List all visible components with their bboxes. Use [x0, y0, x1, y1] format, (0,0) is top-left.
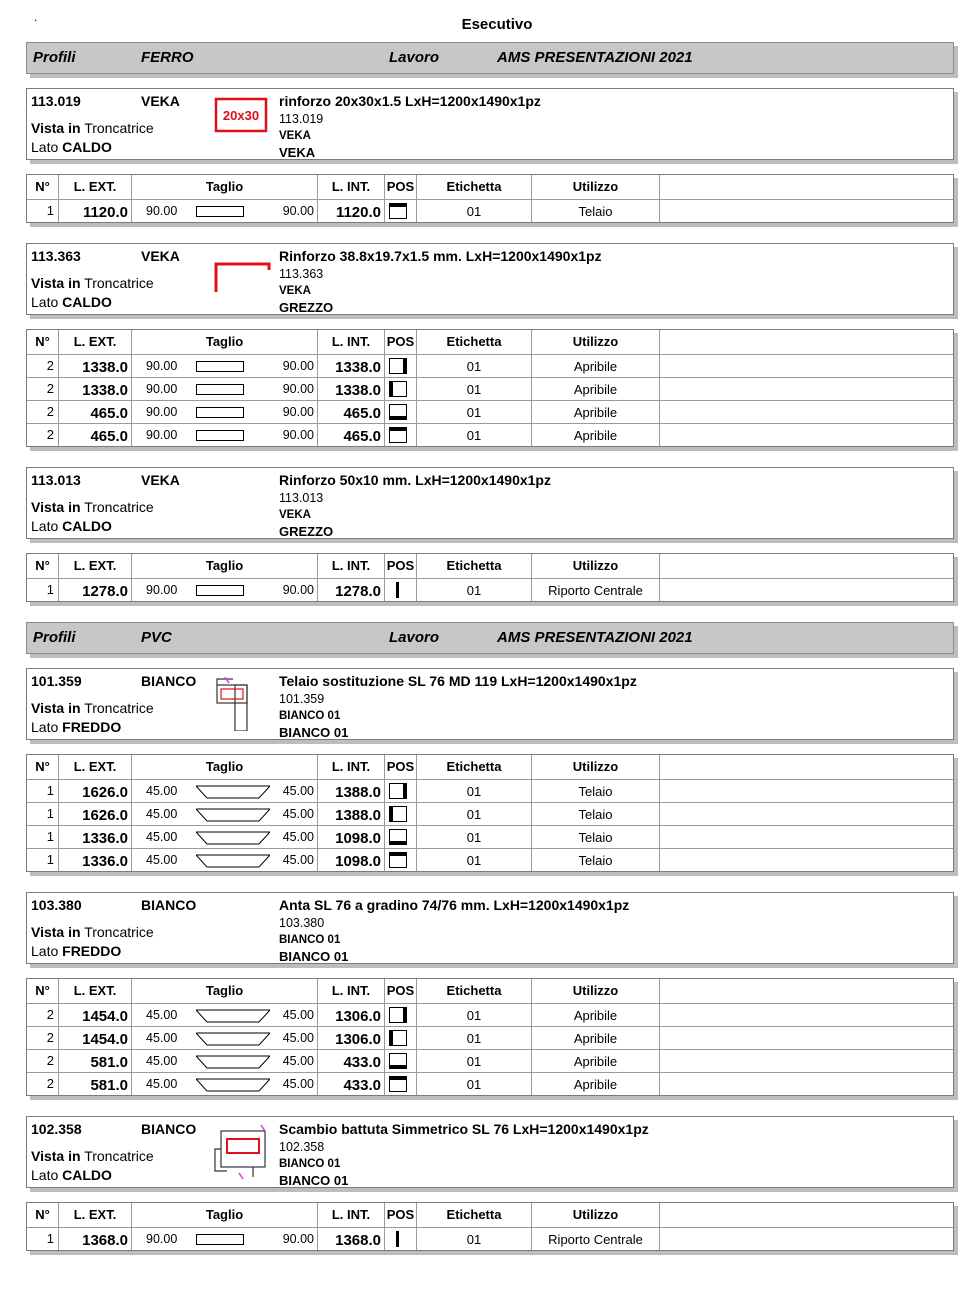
col-int: L. INT. — [318, 175, 385, 199]
group-header — [26, 42, 954, 74]
qty-cell: 2 — [27, 1027, 59, 1049]
cut-angle-right: 90.00 — [282, 583, 314, 597]
cut-cell — [132, 803, 318, 825]
qty-cell: 2 — [27, 355, 59, 377]
cut-angle-right: 45.00 — [282, 1077, 314, 1091]
profile-code: 103.380 — [31, 897, 82, 913]
job-name: AMS PRESENTAZIONI 2021 — [497, 629, 693, 646]
col-ext: L. EXT. — [59, 175, 132, 199]
cut-angle-right: 45.00 — [282, 1008, 314, 1022]
ext-length-cell: 1338.0 — [59, 355, 132, 377]
qty-cell: 1 — [27, 826, 59, 848]
etichetta-cell: 01 — [417, 355, 532, 377]
col-etichetta: Etichetta — [417, 979, 532, 1003]
utilizzo-cell: Apribile — [532, 401, 660, 423]
table-row — [27, 200, 953, 222]
table-header — [27, 1203, 953, 1228]
cut-angle-right: 90.00 — [282, 382, 314, 396]
table-row — [27, 424, 953, 446]
utilizzo-cell: Apribile — [532, 378, 660, 400]
vista-line: Vista in Troncatrice — [31, 700, 154, 716]
col-ext: L. EXT. — [59, 755, 132, 779]
qty-cell: 2 — [27, 1073, 59, 1095]
profile-finish: BIANCO 01 — [279, 1173, 349, 1188]
cut-table — [26, 553, 954, 602]
utilizzo-cell: Riporto Centrale — [532, 1228, 660, 1250]
col-taglio: Taglio — [132, 755, 318, 779]
etichetta-cell: 01 — [417, 378, 532, 400]
table-header — [27, 979, 953, 1004]
profile-code-secondary: 113.363 — [279, 267, 324, 281]
col-utilizzo: Utilizzo — [532, 330, 660, 354]
profile-info-box — [26, 1116, 954, 1188]
position-icon — [385, 1073, 417, 1095]
utilizzo-cell: Riporto Centrale — [532, 579, 660, 601]
col-pos: POS — [385, 979, 417, 1003]
table-row — [27, 780, 953, 803]
vista-line: Vista in Troncatrice — [31, 1148, 154, 1164]
etichetta-cell: 01 — [417, 424, 532, 446]
document-content — [26, 42, 954, 1271]
profile-section-image — [213, 1125, 273, 1179]
table-header — [27, 330, 953, 355]
cut-angle-right: 45.00 — [282, 1031, 314, 1045]
position-icon — [385, 826, 417, 848]
col-pos: POS — [385, 175, 417, 199]
lato-line: Lato CALDO — [31, 139, 112, 155]
etichetta-cell: 01 — [417, 780, 532, 802]
profile-code: 101.359 — [31, 673, 82, 689]
profile-color: VEKA — [141, 93, 180, 109]
cut-angle-left: 90.00 — [146, 583, 178, 597]
col-pos: POS — [385, 554, 417, 578]
col-taglio: Taglio — [132, 979, 318, 1003]
job-name: AMS PRESENTAZIONI 2021 — [497, 49, 693, 66]
position-icon — [385, 424, 417, 446]
int-length-cell: 1338.0 — [318, 378, 385, 400]
profile-info-box — [26, 467, 954, 539]
cut-cell — [132, 424, 318, 446]
col-utilizzo: Utilizzo — [532, 979, 660, 1003]
table-row — [27, 1228, 953, 1250]
ext-length-cell: 1368.0 — [59, 1228, 132, 1250]
profile-section — [26, 1116, 954, 1251]
lato-line: Lato CALDO — [31, 518, 112, 534]
cut-cell — [132, 200, 318, 222]
profile-code-secondary: 102.358 — [279, 1140, 325, 1154]
col-pos: POS — [385, 1203, 417, 1227]
cut-table — [26, 329, 954, 447]
profile-info-box — [26, 88, 954, 160]
col-etichetta: Etichetta — [417, 175, 532, 199]
profile-section — [26, 668, 954, 872]
int-length-cell: 1388.0 — [318, 780, 385, 802]
cut-cell — [132, 826, 318, 848]
utilizzo-cell: Telaio — [532, 780, 660, 802]
ext-length-cell: 465.0 — [59, 401, 132, 423]
position-icon — [385, 579, 417, 601]
etichetta-cell: 01 — [417, 826, 532, 848]
lato-line: Lato FREDDO — [31, 943, 122, 959]
profile-brand: VEKA — [279, 285, 311, 297]
profile-info-box — [26, 668, 954, 740]
int-length-cell: 1278.0 — [318, 579, 385, 601]
lavoro-label: Lavoro — [389, 629, 440, 646]
cut-angle-left: 45.00 — [146, 1077, 178, 1091]
table-row — [27, 849, 953, 871]
cut-angle-left: 45.00 — [146, 1054, 178, 1068]
col-ext: L. EXT. — [59, 554, 132, 578]
col-etichetta: Etichetta — [417, 1203, 532, 1227]
profile-color: BIANCO — [141, 897, 197, 913]
cut-cell — [132, 849, 318, 871]
utilizzo-cell: Apribile — [532, 1073, 660, 1095]
qty-cell: 2 — [27, 1004, 59, 1026]
int-length-cell: 433.0 — [318, 1073, 385, 1095]
profili-label: Profili — [33, 629, 76, 646]
page-title: Esecutivo — [461, 16, 533, 33]
cut-angle-left: 90.00 — [146, 359, 178, 373]
material-label: PVC — [141, 629, 172, 646]
table-row — [27, 826, 953, 849]
utilizzo-cell: Apribile — [532, 355, 660, 377]
profile-description: Rinforzo 50x10 mm. LxH=1200x1490x1pz — [279, 472, 551, 488]
qty-cell: 1 — [27, 803, 59, 825]
int-length-cell: 1098.0 — [318, 826, 385, 848]
col-int: L. INT. — [318, 330, 385, 354]
ext-length-cell: 1626.0 — [59, 780, 132, 802]
profile-brand: BIANCO 01 — [279, 1158, 341, 1170]
ext-length-cell: 1278.0 — [59, 579, 132, 601]
ext-length-cell: 465.0 — [59, 424, 132, 446]
cut-angle-left: 45.00 — [146, 784, 178, 798]
cut-angle-right: 90.00 — [282, 428, 314, 442]
page-mark: . — [34, 10, 38, 24]
profile-code-secondary: 113.013 — [279, 491, 324, 505]
profile-code: 113.363 — [31, 248, 81, 264]
cut-angle-right: 90.00 — [282, 405, 314, 419]
utilizzo-cell: Apribile — [532, 1004, 660, 1026]
qty-cell: 1 — [27, 200, 59, 222]
profile-info-box — [26, 892, 954, 964]
col-pos: POS — [385, 330, 417, 354]
col-utilizzo: Utilizzo — [532, 175, 660, 199]
etichetta-cell: 01 — [417, 1228, 532, 1250]
cut-cell — [132, 401, 318, 423]
position-icon — [385, 378, 417, 400]
table-header — [27, 755, 953, 780]
int-length-cell: 1120.0 — [318, 200, 385, 222]
col-taglio: Taglio — [132, 330, 318, 354]
etichetta-cell: 01 — [417, 200, 532, 222]
profile-code: 102.358 — [31, 1121, 82, 1137]
cut-table — [26, 1202, 954, 1251]
position-icon — [385, 1228, 417, 1250]
position-icon — [385, 200, 417, 222]
qty-cell: 2 — [27, 378, 59, 400]
col-utilizzo: Utilizzo — [532, 755, 660, 779]
profile-section-image — [213, 252, 273, 306]
cut-angle-right: 90.00 — [282, 359, 314, 373]
profile-code-secondary: 113.019 — [279, 112, 324, 126]
col-int: L. INT. — [318, 1203, 385, 1227]
int-length-cell: 1388.0 — [318, 803, 385, 825]
profile-info-box — [26, 243, 954, 315]
profile-color: BIANCO — [141, 1121, 197, 1137]
position-icon — [385, 803, 417, 825]
cut-cell — [132, 579, 318, 601]
profile-code-secondary: 101.359 — [279, 692, 325, 706]
cut-angle-left: 45.00 — [146, 1008, 178, 1022]
vista-line: Vista in Troncatrice — [31, 120, 154, 136]
cut-cell — [132, 1050, 318, 1072]
cut-angle-left: 90.00 — [146, 428, 178, 442]
col-taglio: Taglio — [132, 1203, 318, 1227]
table-row — [27, 1050, 953, 1073]
profile-section — [26, 892, 954, 1096]
profile-finish: GREZZO — [279, 524, 334, 539]
profile-image-label: 20x30 — [222, 108, 260, 123]
col-etichetta: Etichetta — [417, 755, 532, 779]
int-length-cell: 465.0 — [318, 401, 385, 423]
int-length-cell: 1306.0 — [318, 1004, 385, 1026]
etichetta-cell: 01 — [417, 401, 532, 423]
position-icon — [385, 780, 417, 802]
utilizzo-cell: Apribile — [532, 1027, 660, 1049]
profile-section-image — [213, 97, 273, 151]
profile-finish: BIANCO 01 — [279, 949, 349, 964]
cut-cell — [132, 780, 318, 802]
vista-line: Vista in Troncatrice — [31, 499, 154, 515]
qty-cell: 2 — [27, 424, 59, 446]
etichetta-cell: 01 — [417, 579, 532, 601]
lato-line: Lato FREDDO — [31, 719, 122, 735]
cut-cell — [132, 1073, 318, 1095]
col-n: N° — [27, 1203, 59, 1227]
profile-description: Anta SL 76 a gradino 74/76 mm. LxH=1200x1490x1pz — [279, 897, 630, 913]
ext-length-cell: 1336.0 — [59, 826, 132, 848]
profile-finish: GREZZO — [279, 300, 334, 315]
profile-description: Rinforzo 38.8x19.7x1.5 mm. LxH=1200x1490x1pz — [279, 248, 602, 264]
profile-brand: VEKA — [279, 130, 311, 142]
utilizzo-cell: Apribile — [532, 1050, 660, 1072]
cut-angle-left: 45.00 — [146, 853, 178, 867]
cut-angle-left: 45.00 — [146, 830, 178, 844]
cut-angle-left: 90.00 — [146, 1232, 178, 1246]
etichetta-cell: 01 — [417, 1050, 532, 1072]
cut-angle-right: 45.00 — [282, 784, 314, 798]
int-length-cell: 1306.0 — [318, 1027, 385, 1049]
cut-cell — [132, 355, 318, 377]
position-icon — [385, 1050, 417, 1072]
col-n: N° — [27, 979, 59, 1003]
utilizzo-cell: Telaio — [532, 826, 660, 848]
col-n: N° — [27, 330, 59, 354]
ext-length-cell: 1626.0 — [59, 803, 132, 825]
ext-length-cell: 1454.0 — [59, 1027, 132, 1049]
table-row — [27, 378, 953, 401]
col-ext: L. EXT. — [59, 979, 132, 1003]
table-row — [27, 803, 953, 826]
col-n: N° — [27, 554, 59, 578]
profile-brand: BIANCO 01 — [279, 934, 341, 946]
cut-cell — [132, 1027, 318, 1049]
col-utilizzo: Utilizzo — [532, 554, 660, 578]
int-length-cell: 1098.0 — [318, 849, 385, 871]
profile-section-image — [213, 901, 273, 955]
col-ext: L. EXT. — [59, 330, 132, 354]
table-header — [27, 175, 953, 200]
profile-description: rinforzo 20x30x1.5 LxH=1200x1490x1pz — [279, 93, 541, 109]
profile-code: 113.013 — [31, 472, 81, 488]
utilizzo-cell: Telaio — [532, 849, 660, 871]
profile-code-secondary: 103.380 — [279, 916, 325, 930]
int-length-cell: 433.0 — [318, 1050, 385, 1072]
position-icon — [385, 849, 417, 871]
col-int: L. INT. — [318, 979, 385, 1003]
col-int: L. INT. — [318, 755, 385, 779]
ext-length-cell: 1120.0 — [59, 200, 132, 222]
qty-cell: 1 — [27, 780, 59, 802]
ext-length-cell: 581.0 — [59, 1050, 132, 1072]
utilizzo-cell: Telaio — [532, 803, 660, 825]
cut-angle-left: 45.00 — [146, 1031, 178, 1045]
ext-length-cell: 1454.0 — [59, 1004, 132, 1026]
qty-cell: 1 — [27, 1228, 59, 1250]
lato-line: Lato CALDO — [31, 294, 112, 310]
profile-section-image — [213, 677, 273, 731]
qty-cell: 1 — [27, 849, 59, 871]
profile-color: VEKA — [141, 472, 180, 488]
int-length-cell: 1368.0 — [318, 1228, 385, 1250]
cut-cell — [132, 1004, 318, 1026]
profile-section — [26, 243, 954, 447]
cut-angle-left: 90.00 — [146, 382, 178, 396]
table-row — [27, 401, 953, 424]
profile-finish: VEKA — [279, 145, 316, 160]
profile-section-image — [213, 476, 273, 530]
col-utilizzo: Utilizzo — [532, 1203, 660, 1227]
int-length-cell: 1338.0 — [318, 355, 385, 377]
profile-finish: BIANCO 01 — [279, 725, 349, 740]
ext-length-cell: 1336.0 — [59, 849, 132, 871]
qty-cell: 2 — [27, 1050, 59, 1072]
cut-angle-left: 45.00 — [146, 807, 178, 821]
col-taglio: Taglio — [132, 175, 318, 199]
col-n: N° — [27, 755, 59, 779]
cut-angle-right: 45.00 — [282, 853, 314, 867]
material-label: FERRO — [141, 49, 194, 66]
vista-line: Vista in Troncatrice — [31, 275, 154, 291]
vista-line: Vista in Troncatrice — [31, 924, 154, 940]
position-icon — [385, 401, 417, 423]
table-row — [27, 1073, 953, 1095]
int-length-cell: 465.0 — [318, 424, 385, 446]
col-ext: L. EXT. — [59, 1203, 132, 1227]
cut-angle-right: 90.00 — [282, 1232, 314, 1246]
position-icon — [385, 1027, 417, 1049]
col-etichetta: Etichetta — [417, 330, 532, 354]
profile-code: 113.019 — [31, 93, 81, 109]
etichetta-cell: 01 — [417, 849, 532, 871]
profile-brand: VEKA — [279, 509, 311, 521]
col-n: N° — [27, 175, 59, 199]
col-int: L. INT. — [318, 554, 385, 578]
col-taglio: Taglio — [132, 554, 318, 578]
table-row — [27, 579, 953, 601]
profili-label: Profili — [33, 49, 76, 66]
profile-section — [26, 88, 954, 223]
ext-length-cell: 581.0 — [59, 1073, 132, 1095]
cut-angle-left: 90.00 — [146, 405, 178, 419]
profile-description: Scambio battuta Simmetrico SL 76 LxH=1200x1490x1pz — [279, 1121, 649, 1137]
group-header — [26, 622, 954, 654]
profile-color: BIANCO — [141, 673, 197, 689]
profile-description: Telaio sostituzione SL 76 MD 119 LxH=1200x1490x1pz — [279, 673, 637, 689]
col-pos: POS — [385, 755, 417, 779]
lavoro-label: Lavoro — [389, 49, 440, 66]
position-icon — [385, 1004, 417, 1026]
etichetta-cell: 01 — [417, 1073, 532, 1095]
utilizzo-cell: Telaio — [532, 200, 660, 222]
table-row — [27, 1027, 953, 1050]
cut-angle-right: 45.00 — [282, 1054, 314, 1068]
etichetta-cell: 01 — [417, 1027, 532, 1049]
cut-angle-left: 90.00 — [146, 204, 178, 218]
utilizzo-cell: Apribile — [532, 424, 660, 446]
table-header — [27, 554, 953, 579]
profile-color: VEKA — [141, 248, 180, 264]
qty-cell: 2 — [27, 401, 59, 423]
cut-angle-right: 45.00 — [282, 830, 314, 844]
cut-angle-right: 45.00 — [282, 807, 314, 821]
position-icon — [385, 355, 417, 377]
profile-brand: BIANCO 01 — [279, 710, 341, 722]
table-row — [27, 1004, 953, 1027]
cut-table — [26, 174, 954, 223]
col-etichetta: Etichetta — [417, 554, 532, 578]
qty-cell: 1 — [27, 579, 59, 601]
etichetta-cell: 01 — [417, 803, 532, 825]
table-row — [27, 355, 953, 378]
cut-table — [26, 754, 954, 872]
ext-length-cell: 1338.0 — [59, 378, 132, 400]
cut-cell — [132, 1228, 318, 1250]
cut-table — [26, 978, 954, 1096]
etichetta-cell: 01 — [417, 1004, 532, 1026]
cut-angle-right: 90.00 — [282, 204, 314, 218]
profile-section — [26, 467, 954, 602]
cut-cell — [132, 378, 318, 400]
lato-line: Lato CALDO — [31, 1167, 112, 1183]
